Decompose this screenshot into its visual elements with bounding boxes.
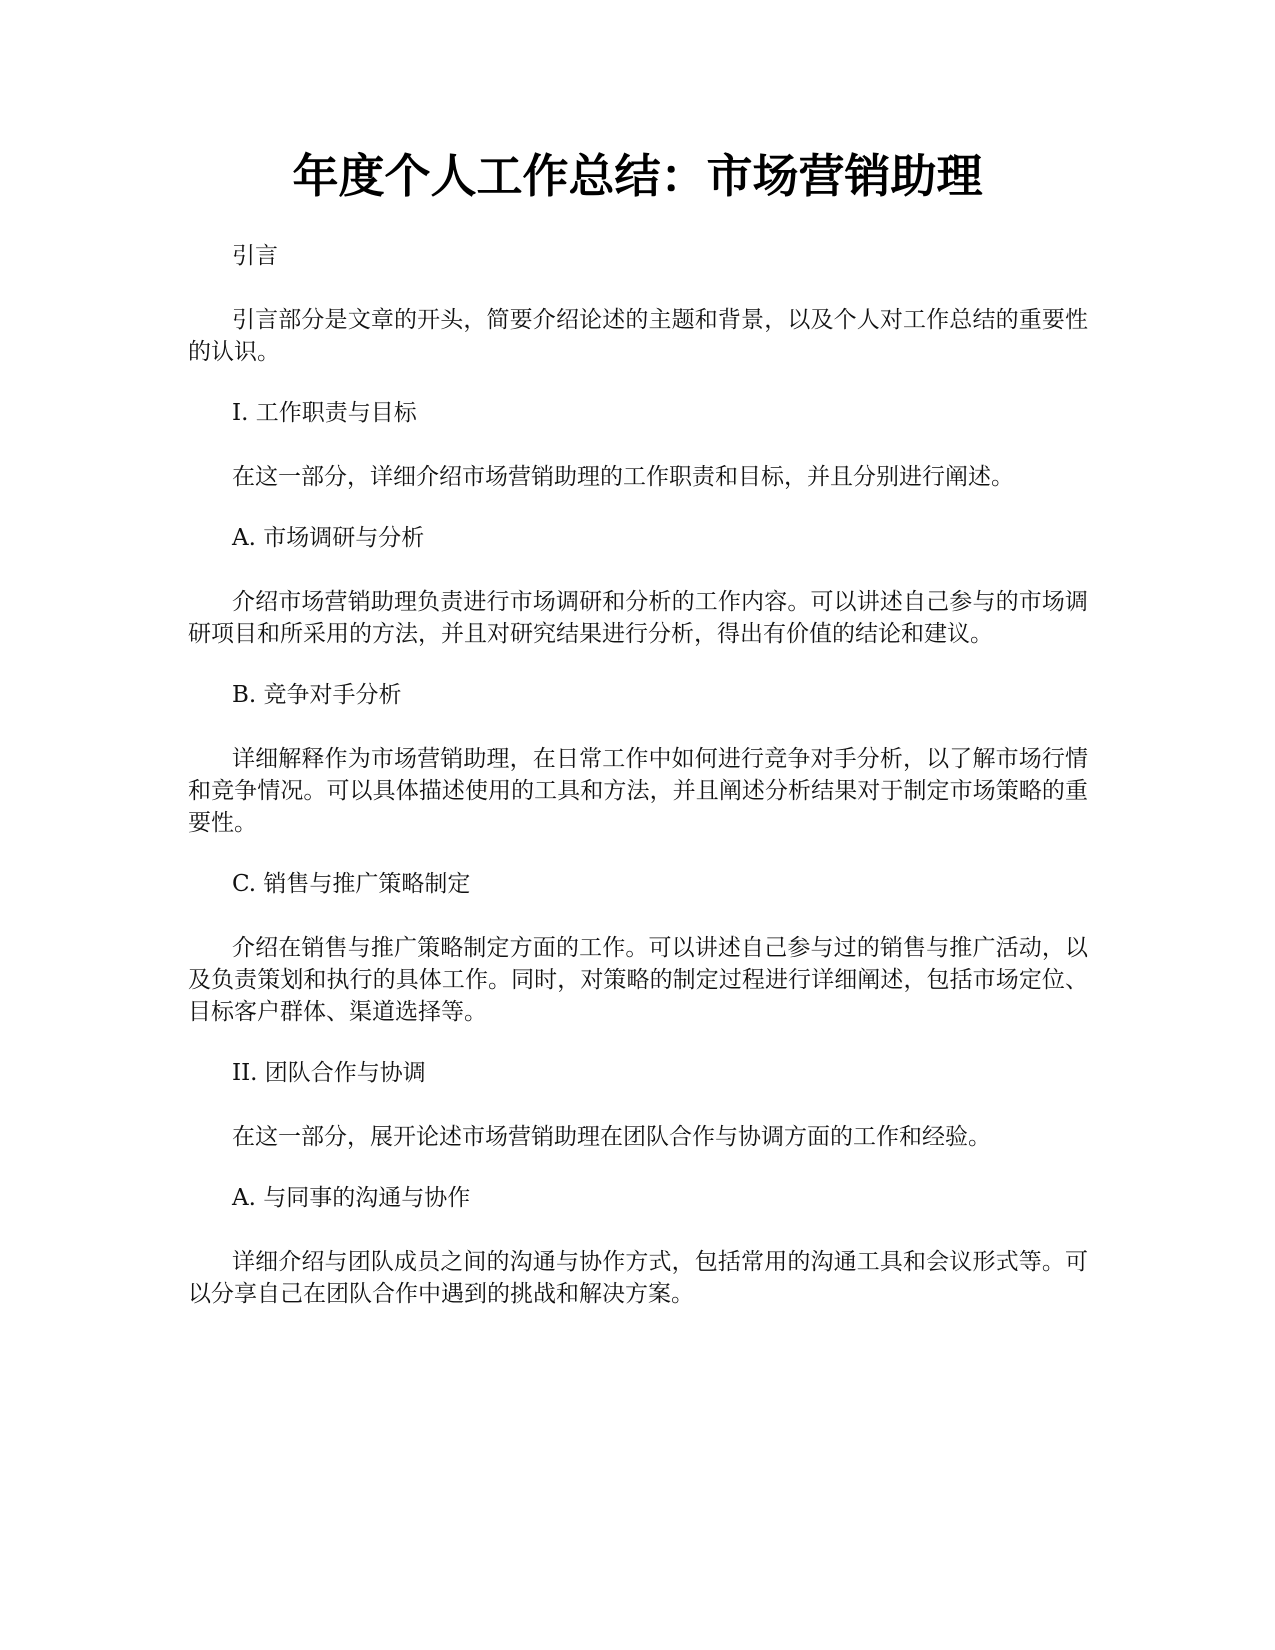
paragraph-communication: 详细介绍与团队成员之间的沟通与协作方式，包括常用的沟通工具和会议形式等。可以分享自己在团队合作中遇到的挑战和解决方案。 [188,1249,1088,1307]
paragraph-intro: 引言部分是文章的开头，简要介绍论述的主题和背景，以及个人对工作总结的重要性的认识。 [188,307,1088,365]
section-heading-duties: I. 工作职责与目标 [232,400,417,426]
subsection-heading-competitor: B. 竞争对手分析 [232,682,402,708]
document-title: 年度个人工作总结：市场营销助理 [292,149,983,203]
document-body [188,240,1088,1339]
section-heading-teamwork: II. 团队合作与协调 [232,1060,426,1086]
paragraph-competitor: 详细解释作为市场营销助理，在日常工作中如何进行竞争对手分析，以了解市场行情和竞争情况。可以具体描述使用的工具和方法，并且阐述分析结果对于制定市场策略的重要性。 [188,746,1088,836]
paragraph-research: 介绍市场营销助理负责进行市场调研和分析的工作内容。可以讲述自己参与的市场调研项目和所采用的方法，并且对研究结果进行分析，得出有价值的结论和建议。 [188,589,1088,647]
paragraph-duties: 在这一部分，详细介绍市场营销助理的工作职责和目标，并且分别进行阐述。 [232,464,1014,490]
section-heading-intro: 引言 [232,243,278,269]
subsection-heading-research: A. 市场调研与分析 [232,525,425,551]
paragraph-strategy: 介绍在销售与推广策略制定方面的工作。可以讲述自己参与过的销售与推广活动，以及负责策划和执行的具体工作。同时，对策略的制定过程进行详细阐述，包括市场定位、目标客户群体、渠道选择等。 [188,935,1088,1025]
paragraph-teamwork: 在这一部分，展开论述市场营销助理在团队合作与协调方面的工作和经验。 [232,1124,991,1150]
subsection-heading-strategy: C. 销售与推广策略制定 [232,871,471,897]
subsection-heading-communication: A. 与同事的沟通与协作 [232,1185,471,1211]
